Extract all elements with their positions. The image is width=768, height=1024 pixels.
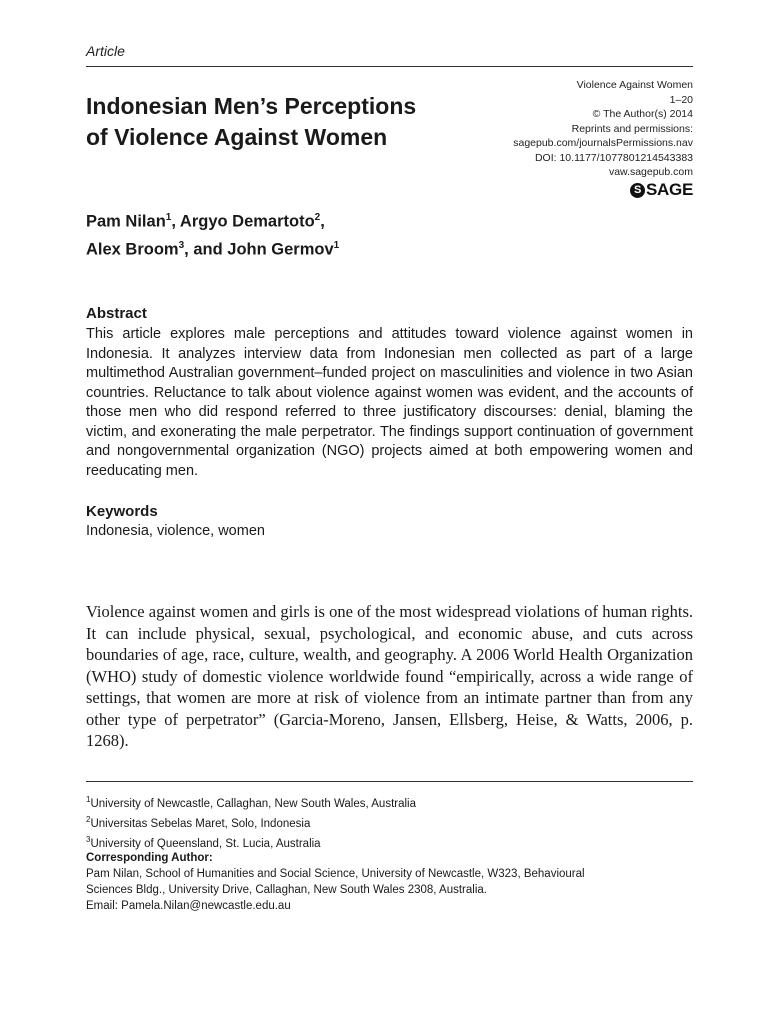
abstract-heading: Abstract [86, 305, 147, 322]
author-name: Argyo Demartoto [179, 212, 315, 231]
permissions-link[interactable]: sagepub.com/journalsPermissions.nav [513, 137, 693, 149]
keywords-text: Indonesia, violence, women [86, 523, 265, 539]
affiliation-number: 3 [86, 834, 91, 844]
sage-s-circle-icon: S [630, 183, 645, 198]
journal-website-link[interactable]: vaw.sagepub.com [608, 166, 693, 178]
affiliation-number: 1 [86, 795, 91, 804]
abstract-text: This article explores male perceptions and attitudes toward violence against women in Indonesia. It analyzes interview data from Indonesian men collected as part of a large multimethod Australian government–funded project on masculinities and violence in two Asian countries. Reluctance to talk about violence against women was evident, and the accounts of those men who did respond referred to three justificatory discourses: denial, blaming the victim, and exonerating the male perpetrator. The findings support continuation of government and nongovernmental organization (NGO) projects aimed at both empowering women and reeducating men. [86, 326, 693, 479]
author-affiliation-mark: 3 [178, 239, 185, 251]
section-label: Article [86, 43, 125, 59]
author-separator: , and [184, 240, 228, 258]
header-rule [86, 66, 693, 67]
corresponding-author-address: Pam Nilan, School of Humanities and Social Science, University of Newcastle, W323, Behavioural [86, 868, 585, 880]
article-title-line2: of Violence Against Women [86, 124, 388, 150]
sage-logo [630, 179, 693, 199]
author-separator: , [171, 212, 180, 231]
author-list [86, 206, 506, 261]
author-name: Pam Nilan [86, 212, 166, 231]
corresponding-author-address-cont: Sciences Bldg., University Drive, Callaghan, New South Wales 2308, Australia. [86, 884, 487, 896]
author-separator: , [320, 212, 325, 231]
doi-text[interactable]: DOI: 10.1177/1077801214543383 [534, 151, 693, 164]
affiliation-text: Universitas Sebelas Maret, Solo, Indonesia [90, 817, 311, 830]
affiliation-text: University of Queensland, St. Lucia, Australia [90, 837, 321, 850]
author-affiliation-mark: 1 [165, 212, 172, 223]
reprints-label: Reprints and permissions: [571, 122, 693, 135]
journal-meta [513, 78, 693, 198]
copyright: © The Author(s) 2014 [592, 108, 693, 120]
affiliation-text: University of Newcastle, Callaghan, New South Wales, Australia [90, 797, 417, 810]
footnote-rule [86, 781, 693, 782]
article-title [86, 91, 506, 153]
author-name: Alex Broom [86, 240, 179, 258]
affiliations-list [86, 792, 693, 851]
author-affiliation-mark: 2 [314, 212, 321, 223]
sage-logo-text: SAGE [646, 179, 693, 199]
corresponding-author-heading: Corresponding Author: [86, 852, 213, 864]
affiliation-item [86, 812, 693, 832]
affiliation-number: 2 [86, 814, 91, 824]
keywords-heading: Keywords [86, 503, 158, 520]
article-title-line1: Indonesian Men’s Perceptions [86, 93, 417, 119]
journal-name: Violence Against Women [576, 79, 693, 91]
journal-pages: 1–20 [669, 93, 693, 106]
body-paragraph: Violence against women and girls is one of the most widespread violations of human rights. It can include physical, sexual, psychological, and economic abuse, and cuts across boundaries of age, race, culture, wealth, and geography. A 2006 World Health Organization (WHO) study of domestic violence worldwide found “empirically, across a wide range of settings, that women are more at risk of violence from an intimate partner than from any other type of perpetrator” (Garcia-Moreno, Jansen, Ellsberg, Heise, & Watts, 2006, p. 1268). [86, 602, 693, 750]
affiliation-item [86, 792, 693, 812]
affiliation-item [86, 832, 693, 852]
corresponding-author [86, 850, 693, 914]
author-affiliation-mark: 1 [333, 239, 340, 251]
corresponding-author-email[interactable]: Email: Pamela.Nilan@newcastle.edu.au [86, 900, 291, 912]
author-name: John Germov [227, 240, 334, 258]
